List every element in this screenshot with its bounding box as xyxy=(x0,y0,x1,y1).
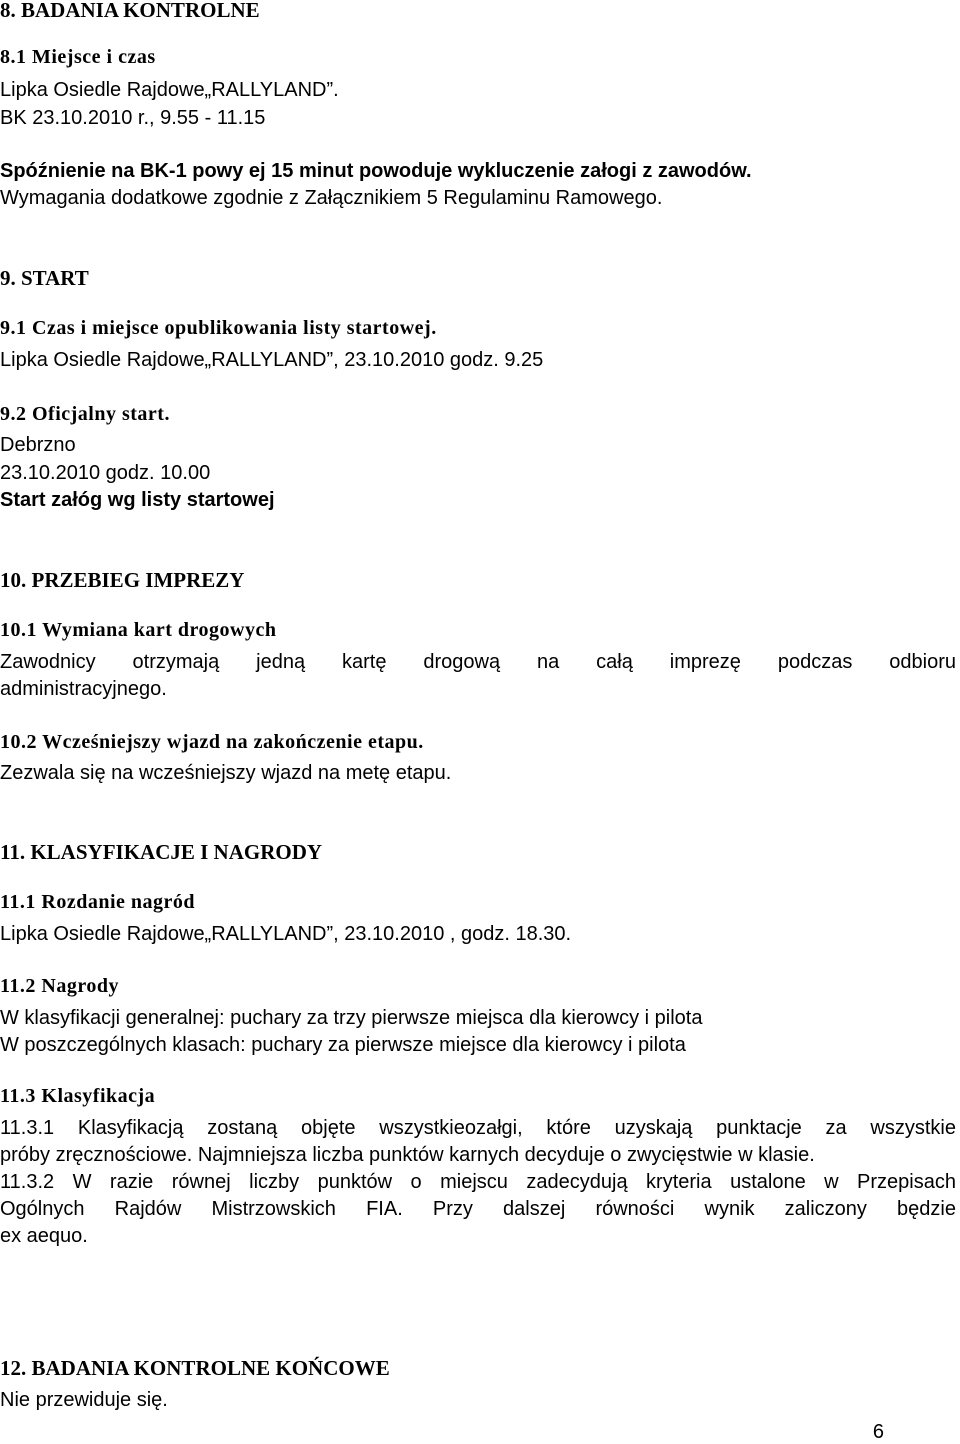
section-11-3-1-line-2: próby zręcznościowe. Najmniejsza liczba punktów karnych decyduje o zwycięstwie w klasie. xyxy=(0,1144,815,1166)
section-9-1-title: 9.1 Czas i miejsce opublikowania listy startowej. xyxy=(0,317,437,339)
section-11-1-text: Lipka Osiedle Rajdowe„RALLYLAND”, 23.10.2010 , godz. 18.30. xyxy=(0,923,572,945)
section-10-1-title: 10.1 Wymiana kart drogowych xyxy=(0,619,277,641)
section-11-1-title: 11.1 Rozdanie nagród xyxy=(0,891,196,913)
section-9-2-start-note: Start załóg wg listy startowej xyxy=(0,489,275,511)
section-9-2-datetime: 23.10.2010 godz. 10.00 xyxy=(0,462,211,484)
section-11-heading: 11. KLASYFIKACJE I NAGRODY xyxy=(0,840,323,864)
section-11-3-1-line-1: 11.3.1 Klasyfikacją zostaną objęte wszystkieozałgi, które uzyskają punktacje za wszystkie xyxy=(0,1117,956,1139)
section-12-heading: 12. BADANIA KONTROLNE KOŃCOWE xyxy=(0,1356,390,1380)
section-10-1-text-line-2: administracyjnego. xyxy=(0,678,167,700)
section-11-3-2-line-1: 11.3.2 W razie równej liczby punktów o miejscu zadecydują kryteria ustalone w Przepisach xyxy=(0,1171,956,1193)
section-11-2-title: 11.2 Nagrody xyxy=(0,975,119,997)
section-8-late-note: Spóźnienie na BK-1 powy ej 15 minut powoduje wykluczenie załogi z zawodów. xyxy=(0,160,752,182)
section-9-2-place: Debrzno xyxy=(0,434,76,456)
section-8-1-time: BK 23.10.2010 r., 9.55 - 11.15 xyxy=(0,107,266,129)
section-12-text: Nie przewiduje się. xyxy=(0,1389,168,1411)
page-number: 6 xyxy=(872,1421,884,1443)
section-11-2-text-line-1: W klasyfikacji generalnej: puchary za trzy pierwsze miejsca dla kierowcy i pilota xyxy=(0,1007,703,1029)
section-9-heading: 9. START xyxy=(0,266,89,290)
section-10-1-text-line-1: Zawodnicy otrzymają jedną kartę drogową na całą imprezę podczas odbioru xyxy=(0,651,956,673)
section-10-2-text: Zezwala się na wcześniejszy wjazd na metę etapu. xyxy=(0,762,452,784)
section-11-2-text-line-2: W poszczególnych klasach: puchary za pierwsze miejsce dla kierowcy i pilota xyxy=(0,1034,686,1056)
section-11-3-2-line-3: ex aequo. xyxy=(0,1225,88,1247)
section-10-2-title: 10.2 Wcześniejszy wjazd na zakończenie etapu. xyxy=(0,731,424,753)
section-10-heading: 10. PRZEBIEG IMPREZY xyxy=(0,568,245,592)
section-9-1-location: Lipka Osiedle Rajdowe„RALLYLAND”, 23.10.2010 godz. 9.25 xyxy=(0,349,544,371)
section-8-1-title: 8.1 Miejsce i czas xyxy=(0,46,156,68)
section-8-heading: 8. BADANIA KONTROLNE xyxy=(0,0,260,22)
section-11-3-title: 11.3 Klasyfikacja xyxy=(0,1085,156,1107)
section-8-requirements: Wymagania dodatkowe zgodnie z Załącznikiem 5 Regulaminu Ramowego. xyxy=(0,187,663,209)
section-9-2-title: 9.2 Oficjalny start. xyxy=(0,403,170,425)
section-11-3-2-line-2: Ogólnych Rajdów Mistrzowskich FIA. Przy dalszej równości wynik zaliczony będzie xyxy=(0,1198,956,1220)
section-8-1-location: Lipka Osiedle Rajdowe„RALLYLAND”. xyxy=(0,79,339,101)
